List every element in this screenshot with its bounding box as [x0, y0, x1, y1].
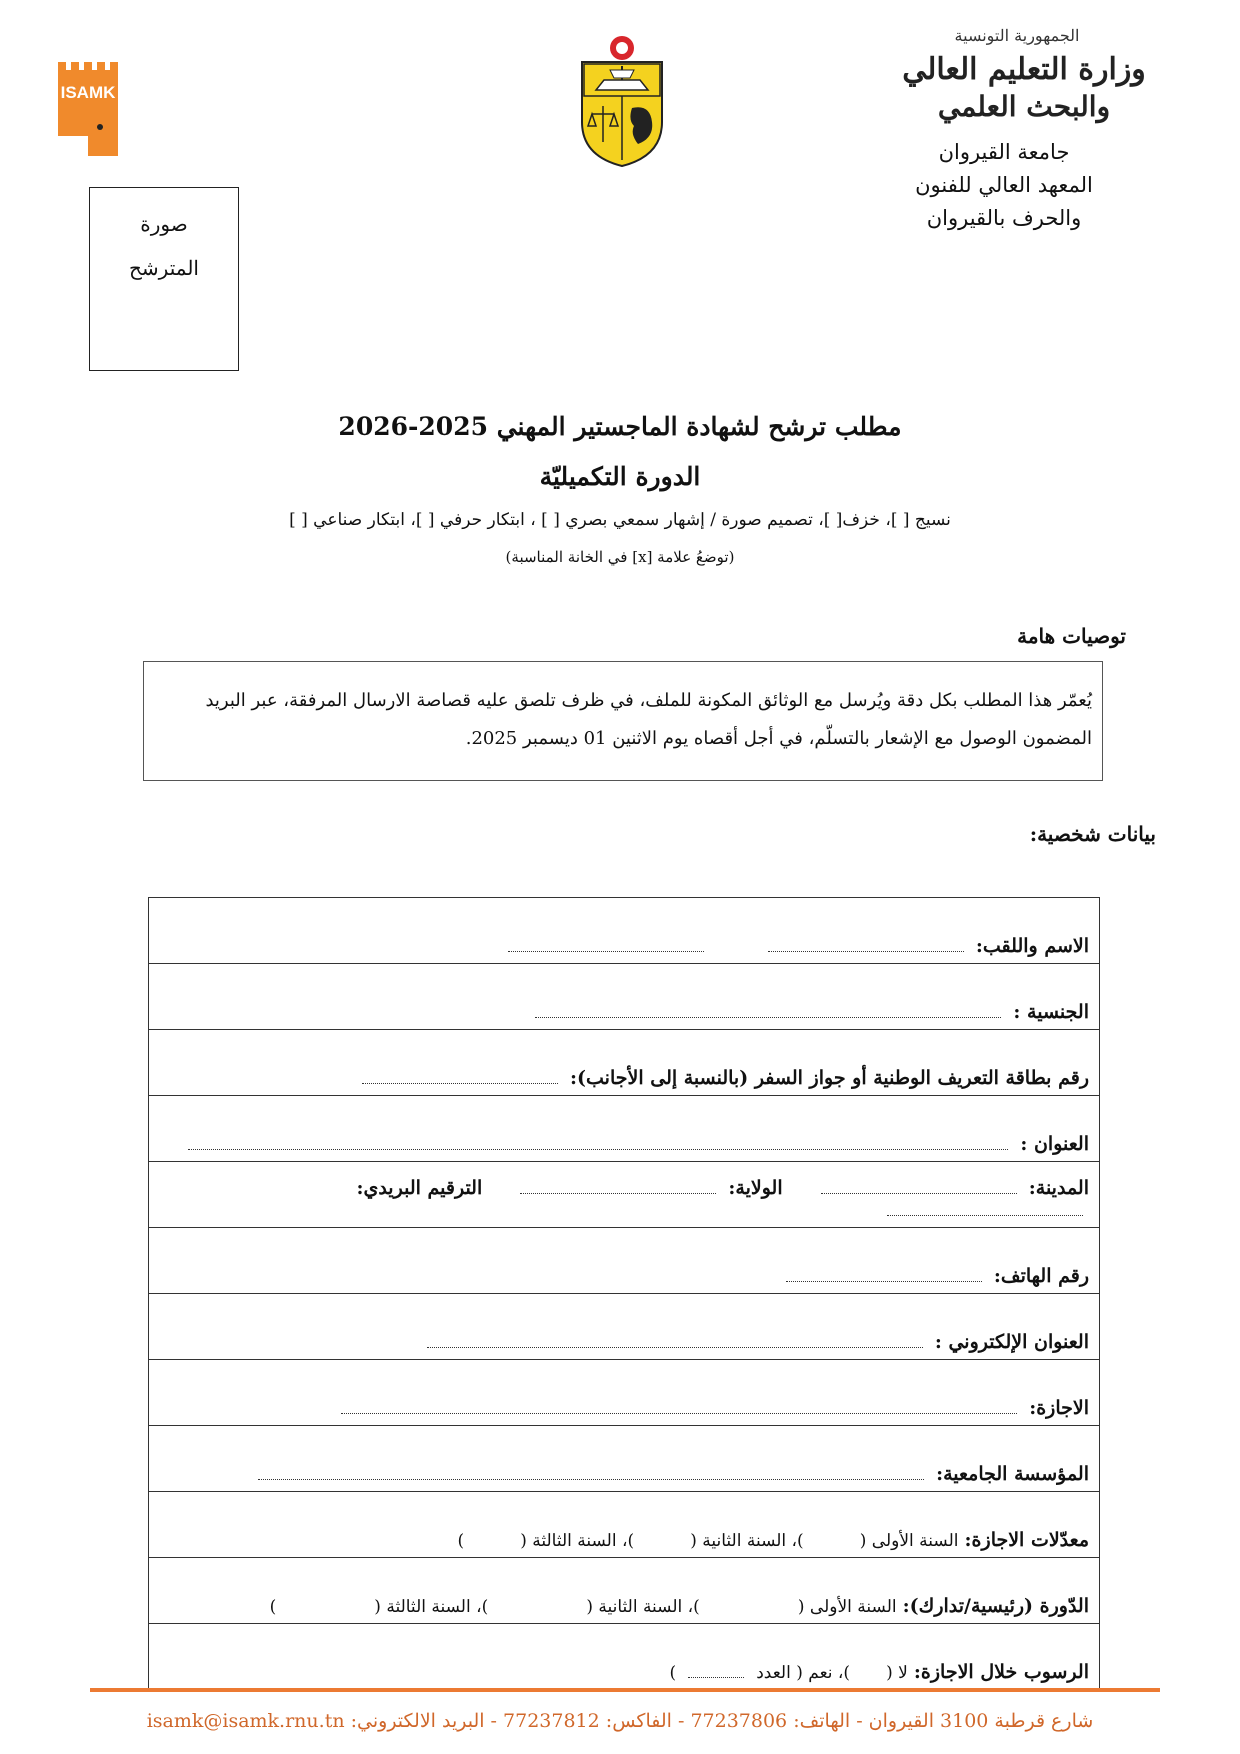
postal-blank[interactable] — [887, 1201, 1083, 1216]
table-row — [149, 1492, 1100, 1558]
ministry-name-line2: والبحث العلمي — [937, 90, 1111, 123]
ministry-name-line1: وزارة التعليم العالي — [902, 52, 1146, 87]
table-row — [149, 1096, 1100, 1162]
table-row — [149, 898, 1100, 964]
recommendations-text: يُعمّر هذا المطلب بكل دقة ويُرسل مع الوثائق المكونة للملف، في ظرف تلصق عليه قصاصة الارسال المرفقة، عبر البريد المضمون الوصول مع الإشعار بالتسلّم، في أجل أقصاه يوم الاثنين 01 ديسمبر 2025. — [205, 690, 1092, 749]
averages-end: ) — [457, 1531, 465, 1551]
email-blank[interactable] — [427, 1333, 923, 1348]
nationality-field[interactable] — [149, 964, 1100, 1030]
recommendations-title: توصيات هامة — [1017, 624, 1126, 648]
last-name-blank[interactable] — [508, 937, 704, 952]
city-blank[interactable] — [821, 1179, 1017, 1194]
table-row — [149, 1228, 1100, 1294]
logo-text: ISAMK — [60, 83, 116, 102]
degree-field[interactable] — [149, 1360, 1100, 1426]
personal-data-title: بيانات شخصية: — [1029, 822, 1156, 846]
averages-year2[interactable]: )، السنة الثانية ( — [690, 1531, 804, 1551]
photo-box-label-line1: صورة — [140, 212, 188, 236]
form-subtitle: الدورة التكميليّة — [539, 462, 701, 491]
republic-name: الجمهورية التونسية — [954, 26, 1080, 45]
phone-label: رقم الهاتف: — [993, 1265, 1089, 1287]
averages-year1[interactable]: السنة الأولى ( — [859, 1531, 959, 1551]
failure-no-option[interactable]: لا ( — [886, 1663, 908, 1683]
coat-of-arms-icon — [574, 34, 670, 168]
institution-blank[interactable] — [258, 1465, 924, 1480]
institution-label: المؤسسة الجامعية: — [936, 1463, 1089, 1485]
first-name-blank[interactable] — [768, 937, 964, 952]
table-row — [149, 1162, 1100, 1228]
failure-field[interactable] — [149, 1624, 1100, 1690]
address-blank[interactable] — [188, 1135, 1008, 1150]
failure-end: ) — [669, 1663, 677, 1683]
postal-label: الترقيم البريدي: — [356, 1177, 483, 1199]
photo-box-label-line2: المترشح — [129, 256, 199, 280]
recommendations-box — [143, 661, 1103, 781]
table-row — [149, 1558, 1100, 1624]
email-label: العنوان الإلكتروني : — [934, 1331, 1089, 1353]
session-year2[interactable]: )، السنة الثانية ( — [586, 1597, 700, 1617]
institute-name-line1: المعهد العالي للفنون — [915, 173, 1093, 197]
footer-divider — [90, 1688, 1160, 1692]
phone-field[interactable] — [149, 1228, 1100, 1294]
form-title: مطلب ترشح لشهادة الماجستير المهني 2025-2026 — [338, 412, 902, 441]
session-year1[interactable]: السنة الأولى ( — [797, 1597, 897, 1617]
address-label: العنوان : — [1020, 1133, 1089, 1155]
city-label: المدينة: — [1028, 1177, 1089, 1199]
failure-yes-option[interactable]: )، نعم ( العدد — [756, 1663, 851, 1683]
city-state-postal-field[interactable] — [149, 1162, 1100, 1228]
id-label: رقم بطاقة التعريف الوطنية أو جواز السفر (بالنسبة إلى الأجانب): — [570, 1067, 1089, 1089]
averages-field[interactable] — [149, 1492, 1100, 1558]
institute-name-line2: والحرف بالقيروان — [926, 206, 1082, 230]
id-blank[interactable] — [362, 1069, 558, 1084]
session-year3[interactable]: )، السنة الثالثة ( — [374, 1597, 489, 1617]
personal-data-table — [148, 897, 1100, 1690]
averages-year3[interactable]: )، السنة الثالثة ( — [520, 1531, 635, 1551]
state-label: الولاية: — [728, 1177, 783, 1199]
session-field[interactable] — [149, 1558, 1100, 1624]
checkbox-instruction: (توضعُ علامة [x] في الخانة المناسبة) — [505, 548, 735, 566]
state-blank[interactable] — [520, 1179, 716, 1194]
table-row — [149, 964, 1100, 1030]
nationality-blank[interactable] — [535, 1003, 1001, 1018]
degree-blank[interactable] — [341, 1399, 1017, 1414]
table-row — [149, 1294, 1100, 1360]
table-row — [149, 1624, 1100, 1690]
nationality-label: الجنسية : — [1013, 1001, 1089, 1023]
session-label: الدّورة (رئيسية/تدارك): — [902, 1595, 1089, 1617]
degree-label: الاجازة: — [1029, 1397, 1089, 1419]
failure-count-blank[interactable] — [688, 1663, 744, 1678]
address-field[interactable] — [149, 1096, 1100, 1162]
footer-contact: شارع قرطبة 3100 القيروان - الهاتف: 77237806 - الفاكس: 77237812 - البريد الالكتروني: isamk@isamk.rnu.tn — [146, 1710, 1094, 1732]
phone-blank[interactable] — [786, 1267, 982, 1282]
id-field[interactable] — [149, 1030, 1100, 1096]
email-field[interactable] — [149, 1294, 1100, 1360]
failure-label: الرسوب خلال الاجازة: — [913, 1661, 1089, 1683]
table-row — [149, 1360, 1100, 1426]
table-row — [149, 1426, 1100, 1492]
university-name: جامعة القيروان — [938, 140, 1070, 164]
name-field[interactable] — [149, 898, 1100, 964]
session-end: ) — [269, 1597, 277, 1617]
name-label: الاسم واللقب: — [975, 935, 1089, 957]
table-row — [149, 1030, 1100, 1096]
specialty-checkboxes[interactable]: نسيج [ ]، خزف[ ]، تصميم صورة / إشهار سمعي بصري [ ] ، ابتكار حرفي [ ]، ابتكار صناعي [ ] — [289, 510, 951, 530]
isamk-logo — [58, 62, 118, 156]
candidate-photo-box[interactable] — [89, 187, 239, 371]
institution-field[interactable] — [149, 1426, 1100, 1492]
averages-label: معدّلات الاجازة: — [964, 1529, 1089, 1551]
